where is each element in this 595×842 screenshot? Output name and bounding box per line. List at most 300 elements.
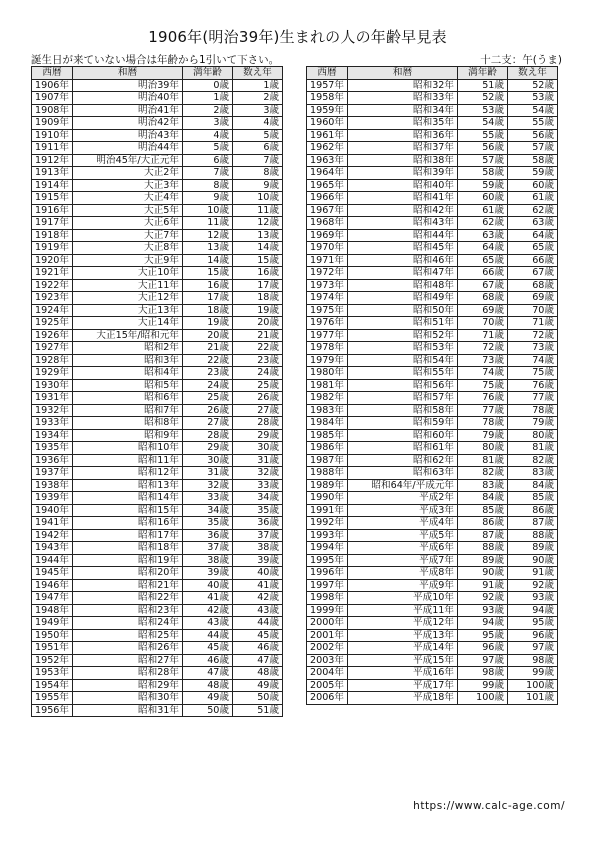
japanese-era-cell: 昭和16年 <box>73 517 183 530</box>
full-age-cell: 96歳 <box>458 642 508 655</box>
japanese-era-cell: 大正4年 <box>73 192 183 205</box>
japanese-era-cell: 昭和41年 <box>348 192 458 205</box>
full-age-cell: 11歳 <box>183 217 233 230</box>
table-row <box>32 292 283 305</box>
table-row <box>307 404 558 417</box>
western-year-cell: 1994年 <box>307 542 348 555</box>
kazoe-age-cell: 63歳 <box>508 217 558 230</box>
japanese-era-cell: 平成15年 <box>348 654 458 667</box>
table-row <box>307 229 558 242</box>
full-age-cell: 34歳 <box>183 504 233 517</box>
header-full-age: 満年齢 <box>183 67 233 80</box>
full-age-cell: 84歳 <box>458 492 508 505</box>
full-age-cell: 13歳 <box>183 242 233 255</box>
japanese-era-cell: 昭和23年 <box>73 604 183 617</box>
japanese-era-cell: 昭和20年 <box>73 567 183 580</box>
full-age-cell: 4歳 <box>183 129 233 142</box>
japanese-era-cell: 昭和35年 <box>348 117 458 130</box>
western-year-cell: 1924年 <box>32 304 73 317</box>
japanese-era-cell: 昭和54年 <box>348 354 458 367</box>
kazoe-age-cell: 60歳 <box>508 179 558 192</box>
kazoe-age-cell: 57歳 <box>508 142 558 155</box>
japanese-era-cell: 平成6年 <box>348 542 458 555</box>
kazoe-age-cell: 78歳 <box>508 404 558 417</box>
western-year-cell: 1960年 <box>307 117 348 130</box>
table-row <box>307 692 558 705</box>
table-row <box>32 229 283 242</box>
western-year-cell: 1990年 <box>307 492 348 505</box>
japanese-era-cell: 昭和56年 <box>348 379 458 392</box>
full-age-cell: 31歳 <box>183 467 233 480</box>
kazoe-age-cell: 36歳 <box>233 517 283 530</box>
western-year-cell: 1976年 <box>307 317 348 330</box>
japanese-era-cell: 昭和27年 <box>73 654 183 667</box>
full-age-cell: 1歳 <box>183 92 233 105</box>
full-age-cell: 99歳 <box>458 679 508 692</box>
table-row <box>307 429 558 442</box>
japanese-era-cell: 昭和55年 <box>348 367 458 380</box>
western-year-cell: 1926年 <box>32 329 73 342</box>
kazoe-age-cell: 72歳 <box>508 329 558 342</box>
kazoe-age-cell: 28歳 <box>233 417 283 430</box>
western-year-cell: 1913年 <box>32 167 73 180</box>
table-row <box>32 529 283 542</box>
table-row <box>32 154 283 167</box>
japanese-era-cell: 昭和50年 <box>348 304 458 317</box>
full-age-cell: 29歳 <box>183 442 233 455</box>
western-year-cell: 1993年 <box>307 529 348 542</box>
full-age-cell: 50歳 <box>183 704 233 717</box>
japanese-era-cell: 昭和47年 <box>348 267 458 280</box>
western-year-cell: 2000年 <box>307 617 348 630</box>
western-year-cell: 2004年 <box>307 667 348 680</box>
kazoe-age-cell: 58歳 <box>508 154 558 167</box>
table-row <box>32 392 283 405</box>
kazoe-age-cell: 56歳 <box>508 129 558 142</box>
japanese-era-cell: 昭和13年 <box>73 479 183 492</box>
full-age-cell: 18歳 <box>183 304 233 317</box>
full-age-cell: 56歳 <box>458 142 508 155</box>
full-age-cell: 19歳 <box>183 317 233 330</box>
kazoe-age-cell: 43歳 <box>233 604 283 617</box>
japanese-era-cell: 昭和39年 <box>348 167 458 180</box>
kazoe-age-cell: 59歳 <box>508 167 558 180</box>
table-row <box>32 192 283 205</box>
table-row <box>307 604 558 617</box>
table-row <box>32 517 283 530</box>
kazoe-age-cell: 1歳 <box>233 79 283 92</box>
kazoe-age-cell: 51歳 <box>233 704 283 717</box>
japanese-era-cell: 昭和43年 <box>348 217 458 230</box>
header-kazoe-age: 数え年 <box>508 67 558 80</box>
japanese-era-cell: 昭和32年 <box>348 79 458 92</box>
zodiac-label: 十二支：午(うま) <box>480 54 562 66</box>
kazoe-age-cell: 45歳 <box>233 629 283 642</box>
full-age-cell: 94歳 <box>458 617 508 630</box>
kazoe-age-cell: 53歳 <box>508 92 558 105</box>
western-year-cell: 1909年 <box>32 117 73 130</box>
table-row <box>32 654 283 667</box>
full-age-cell: 74歳 <box>458 367 508 380</box>
kazoe-age-cell: 92歳 <box>508 579 558 592</box>
full-age-cell: 58歳 <box>458 167 508 180</box>
kazoe-age-cell: 49歳 <box>233 679 283 692</box>
full-age-cell: 95歳 <box>458 629 508 642</box>
kazoe-age-cell: 55歳 <box>508 117 558 130</box>
western-year-cell: 1965年 <box>307 179 348 192</box>
site-url: https://www.calc-age.com/ <box>413 800 565 812</box>
table-row <box>32 254 283 267</box>
full-age-cell: 38歳 <box>183 554 233 567</box>
full-age-cell: 67歳 <box>458 279 508 292</box>
full-age-cell: 25歳 <box>183 392 233 405</box>
table-row <box>32 379 283 392</box>
full-age-cell: 24歳 <box>183 379 233 392</box>
western-year-cell: 1945年 <box>32 567 73 580</box>
table-row <box>307 317 558 330</box>
kazoe-age-cell: 73歳 <box>508 342 558 355</box>
full-age-cell: 16歳 <box>183 279 233 292</box>
full-age-cell: 81歳 <box>458 454 508 467</box>
western-year-cell: 1957年 <box>307 79 348 92</box>
kazoe-age-cell: 35歳 <box>233 504 283 517</box>
japanese-era-cell: 昭和64年/平成元年 <box>348 479 458 492</box>
japanese-era-cell: 平成13年 <box>348 629 458 642</box>
japanese-era-cell: 平成17年 <box>348 679 458 692</box>
western-year-cell: 1991年 <box>307 504 348 517</box>
full-age-cell: 51歳 <box>458 79 508 92</box>
kazoe-age-cell: 101歳 <box>508 692 558 705</box>
western-year-cell: 1922年 <box>32 279 73 292</box>
table-row <box>32 317 283 330</box>
kazoe-age-cell: 62歳 <box>508 204 558 217</box>
western-year-cell: 1997年 <box>307 579 348 592</box>
japanese-era-cell: 昭和9年 <box>73 429 183 442</box>
full-age-cell: 49歳 <box>183 692 233 705</box>
japanese-era-cell: 昭和31年 <box>73 704 183 717</box>
japanese-era-cell: 昭和58年 <box>348 404 458 417</box>
kazoe-age-cell: 66歳 <box>508 254 558 267</box>
kazoe-age-cell: 95歳 <box>508 617 558 630</box>
full-age-cell: 26歳 <box>183 404 233 417</box>
japanese-era-cell: 昭和46年 <box>348 254 458 267</box>
kazoe-age-cell: 27歳 <box>233 404 283 417</box>
western-year-cell: 1927年 <box>32 342 73 355</box>
western-year-cell: 1910年 <box>32 129 73 142</box>
western-year-cell: 1962年 <box>307 142 348 155</box>
full-age-cell: 0歳 <box>183 79 233 92</box>
western-year-cell: 1972年 <box>307 267 348 280</box>
japanese-era-cell: 昭和8年 <box>73 417 183 430</box>
kazoe-age-cell: 71歳 <box>508 317 558 330</box>
table-row <box>32 442 283 455</box>
full-age-cell: 89歳 <box>458 554 508 567</box>
kazoe-age-cell: 100歳 <box>508 679 558 692</box>
full-age-cell: 36歳 <box>183 529 233 542</box>
header-western-year: 西暦 <box>307 67 348 80</box>
table-row <box>32 79 283 92</box>
western-year-cell: 1977年 <box>307 329 348 342</box>
full-age-cell: 39歳 <box>183 567 233 580</box>
japanese-era-cell: 大正5年 <box>73 204 183 217</box>
kazoe-age-cell: 24歳 <box>233 367 283 380</box>
japanese-era-cell: 昭和28年 <box>73 667 183 680</box>
japanese-era-cell: 平成18年 <box>348 692 458 705</box>
kazoe-age-cell: 64歳 <box>508 229 558 242</box>
full-age-cell: 32歳 <box>183 479 233 492</box>
kazoe-age-cell: 54歳 <box>508 104 558 117</box>
japanese-era-cell: 大正14年 <box>73 317 183 330</box>
western-year-cell: 2001年 <box>307 629 348 642</box>
western-year-cell: 1929年 <box>32 367 73 380</box>
japanese-era-cell: 明治41年 <box>73 104 183 117</box>
japanese-era-cell: 昭和2年 <box>73 342 183 355</box>
full-age-cell: 83歳 <box>458 479 508 492</box>
full-age-cell: 9歳 <box>183 192 233 205</box>
table-row <box>32 367 283 380</box>
japanese-era-cell: 昭和21年 <box>73 579 183 592</box>
table-body-right <box>307 79 558 704</box>
table-row <box>32 267 283 280</box>
table-row <box>307 479 558 492</box>
japanese-era-cell: 平成3年 <box>348 504 458 517</box>
western-year-cell: 1947年 <box>32 592 73 605</box>
western-year-cell: 1934年 <box>32 429 73 442</box>
western-year-cell: 1938年 <box>32 479 73 492</box>
western-year-cell: 1985年 <box>307 429 348 442</box>
western-year-cell: 1911年 <box>32 142 73 155</box>
table-row <box>32 92 283 105</box>
western-year-cell: 2005年 <box>307 679 348 692</box>
japanese-era-cell: 昭和48年 <box>348 279 458 292</box>
table-row <box>32 579 283 592</box>
japanese-era-cell: 平成14年 <box>348 642 458 655</box>
western-year-cell: 1998年 <box>307 592 348 605</box>
japanese-era-cell: 大正8年 <box>73 242 183 255</box>
table-row <box>307 267 558 280</box>
full-age-cell: 90歳 <box>458 567 508 580</box>
table-row <box>307 679 558 692</box>
kazoe-age-cell: 97歳 <box>508 642 558 655</box>
western-year-cell: 1941年 <box>32 517 73 530</box>
table-row <box>32 429 283 442</box>
western-year-cell: 1969年 <box>307 229 348 242</box>
kazoe-age-cell: 4歳 <box>233 117 283 130</box>
western-year-cell: 1966年 <box>307 192 348 205</box>
table-row <box>307 442 558 455</box>
western-year-cell: 1928年 <box>32 354 73 367</box>
kazoe-age-cell: 75歳 <box>508 367 558 380</box>
full-age-cell: 2歳 <box>183 104 233 117</box>
full-age-cell: 40歳 <box>183 579 233 592</box>
japanese-era-cell: 平成9年 <box>348 579 458 592</box>
japanese-era-cell: 大正11年 <box>73 279 183 292</box>
table-row <box>307 567 558 580</box>
japanese-era-cell: 平成11年 <box>348 604 458 617</box>
japanese-era-cell: 昭和57年 <box>348 392 458 405</box>
table-row <box>32 142 283 155</box>
japanese-era-cell: 大正10年 <box>73 267 183 280</box>
japanese-era-cell: 昭和6年 <box>73 392 183 405</box>
table-row <box>32 617 283 630</box>
japanese-era-cell: 昭和17年 <box>73 529 183 542</box>
japanese-era-cell: 昭和29年 <box>73 679 183 692</box>
japanese-era-cell: 昭和14年 <box>73 492 183 505</box>
kazoe-age-cell: 96歳 <box>508 629 558 642</box>
table-row <box>307 192 558 205</box>
table-row <box>307 79 558 92</box>
western-year-cell: 1995年 <box>307 554 348 567</box>
japanese-era-cell: 大正3年 <box>73 179 183 192</box>
western-year-cell: 2006年 <box>307 692 348 705</box>
japanese-era-cell: 大正2年 <box>73 167 183 180</box>
table-row <box>32 542 283 555</box>
table-row <box>307 654 558 667</box>
japanese-era-cell: 昭和37年 <box>348 142 458 155</box>
western-year-cell: 1906年 <box>32 79 73 92</box>
table-row <box>307 354 558 367</box>
full-age-cell: 42歳 <box>183 604 233 617</box>
kazoe-age-cell: 70歳 <box>508 304 558 317</box>
western-year-cell: 1955年 <box>32 692 73 705</box>
table-row <box>307 117 558 130</box>
table-row <box>307 417 558 430</box>
kazoe-age-cell: 39歳 <box>233 554 283 567</box>
kazoe-age-cell: 22歳 <box>233 342 283 355</box>
table-row <box>32 642 283 655</box>
table-row <box>307 279 558 292</box>
table-row <box>307 379 558 392</box>
full-age-cell: 87歳 <box>458 529 508 542</box>
western-year-cell: 1912年 <box>32 154 73 167</box>
japanese-era-cell: 昭和34年 <box>348 104 458 117</box>
full-age-cell: 71歳 <box>458 329 508 342</box>
kazoe-age-cell: 74歳 <box>508 354 558 367</box>
full-age-cell: 60歳 <box>458 192 508 205</box>
table-row <box>32 354 283 367</box>
japanese-era-cell: 昭和45年 <box>348 242 458 255</box>
table-row <box>307 329 558 342</box>
full-age-cell: 65歳 <box>458 254 508 267</box>
western-year-cell: 1946年 <box>32 579 73 592</box>
japanese-era-cell: 大正9年 <box>73 254 183 267</box>
western-year-cell: 1988年 <box>307 467 348 480</box>
western-year-cell: 1950年 <box>32 629 73 642</box>
full-age-cell: 73歳 <box>458 354 508 367</box>
table-row <box>32 679 283 692</box>
table-row <box>32 467 283 480</box>
full-age-cell: 88歳 <box>458 542 508 555</box>
table-row <box>307 667 558 680</box>
table-row <box>307 579 558 592</box>
full-age-cell: 53歳 <box>458 104 508 117</box>
table-row <box>307 554 558 567</box>
full-age-cell: 69歳 <box>458 304 508 317</box>
kazoe-age-cell: 13歳 <box>233 229 283 242</box>
western-year-cell: 1921年 <box>32 267 73 280</box>
full-age-cell: 79歳 <box>458 429 508 442</box>
full-age-cell: 82歳 <box>458 467 508 480</box>
full-age-cell: 47歳 <box>183 667 233 680</box>
table-row <box>307 392 558 405</box>
kazoe-age-cell: 19歳 <box>233 304 283 317</box>
table-row <box>32 342 283 355</box>
western-year-cell: 2003年 <box>307 654 348 667</box>
kazoe-age-cell: 16歳 <box>233 267 283 280</box>
kazoe-age-cell: 20歳 <box>233 317 283 330</box>
japanese-era-cell: 昭和7年 <box>73 404 183 417</box>
japanese-era-cell: 明治43年 <box>73 129 183 142</box>
western-year-cell: 1942年 <box>32 529 73 542</box>
western-year-cell: 1981年 <box>307 379 348 392</box>
full-age-cell: 80歳 <box>458 442 508 455</box>
full-age-cell: 63歳 <box>458 229 508 242</box>
full-age-cell: 10歳 <box>183 204 233 217</box>
full-age-cell: 57歳 <box>458 154 508 167</box>
western-year-cell: 1932年 <box>32 404 73 417</box>
table-row <box>307 542 558 555</box>
full-age-cell: 72歳 <box>458 342 508 355</box>
kazoe-age-cell: 23歳 <box>233 354 283 367</box>
japanese-era-cell: 大正6年 <box>73 217 183 230</box>
header-japanese-era: 和暦 <box>73 67 183 80</box>
full-age-cell: 27歳 <box>183 417 233 430</box>
japanese-era-cell: 昭和12年 <box>73 467 183 480</box>
western-year-cell: 1951年 <box>32 642 73 655</box>
japanese-era-cell: 昭和33年 <box>348 92 458 105</box>
full-age-cell: 76歳 <box>458 392 508 405</box>
table-row <box>307 467 558 480</box>
japanese-era-cell: 平成16年 <box>348 667 458 680</box>
japanese-era-cell: 昭和38年 <box>348 154 458 167</box>
table-row <box>32 592 283 605</box>
kazoe-age-cell: 91歳 <box>508 567 558 580</box>
page-title: 1906年(明治39年)生まれの人の年齢早見表 <box>148 28 447 46</box>
full-age-cell: 43歳 <box>183 617 233 630</box>
kazoe-age-cell: 99歳 <box>508 667 558 680</box>
full-age-cell: 45歳 <box>183 642 233 655</box>
western-year-cell: 1940年 <box>32 504 73 517</box>
kazoe-age-cell: 81歳 <box>508 442 558 455</box>
full-age-cell: 35歳 <box>183 517 233 530</box>
table-row <box>307 367 558 380</box>
japanese-era-cell: 昭和61年 <box>348 442 458 455</box>
header-kazoe-age: 数え年 <box>233 67 283 80</box>
table-row <box>307 104 558 117</box>
kazoe-age-cell: 77歳 <box>508 392 558 405</box>
full-age-cell: 92歳 <box>458 592 508 605</box>
table-row <box>32 604 283 617</box>
kazoe-age-cell: 82歳 <box>508 454 558 467</box>
kazoe-age-cell: 41歳 <box>233 579 283 592</box>
table-body-left <box>32 79 283 717</box>
table-row <box>307 492 558 505</box>
kazoe-age-cell: 80歳 <box>508 429 558 442</box>
kazoe-age-cell: 8歳 <box>233 167 283 180</box>
table-header-row <box>32 67 283 80</box>
full-age-cell: 33歳 <box>183 492 233 505</box>
full-age-cell: 30歳 <box>183 454 233 467</box>
full-age-cell: 48歳 <box>183 679 233 692</box>
kazoe-age-cell: 88歳 <box>508 529 558 542</box>
full-age-cell: 77歳 <box>458 404 508 417</box>
table-row <box>307 592 558 605</box>
kazoe-age-cell: 38歳 <box>233 542 283 555</box>
full-age-cell: 15歳 <box>183 267 233 280</box>
kazoe-age-cell: 52歳 <box>508 79 558 92</box>
japanese-era-cell: 平成7年 <box>348 554 458 567</box>
table-row <box>307 304 558 317</box>
